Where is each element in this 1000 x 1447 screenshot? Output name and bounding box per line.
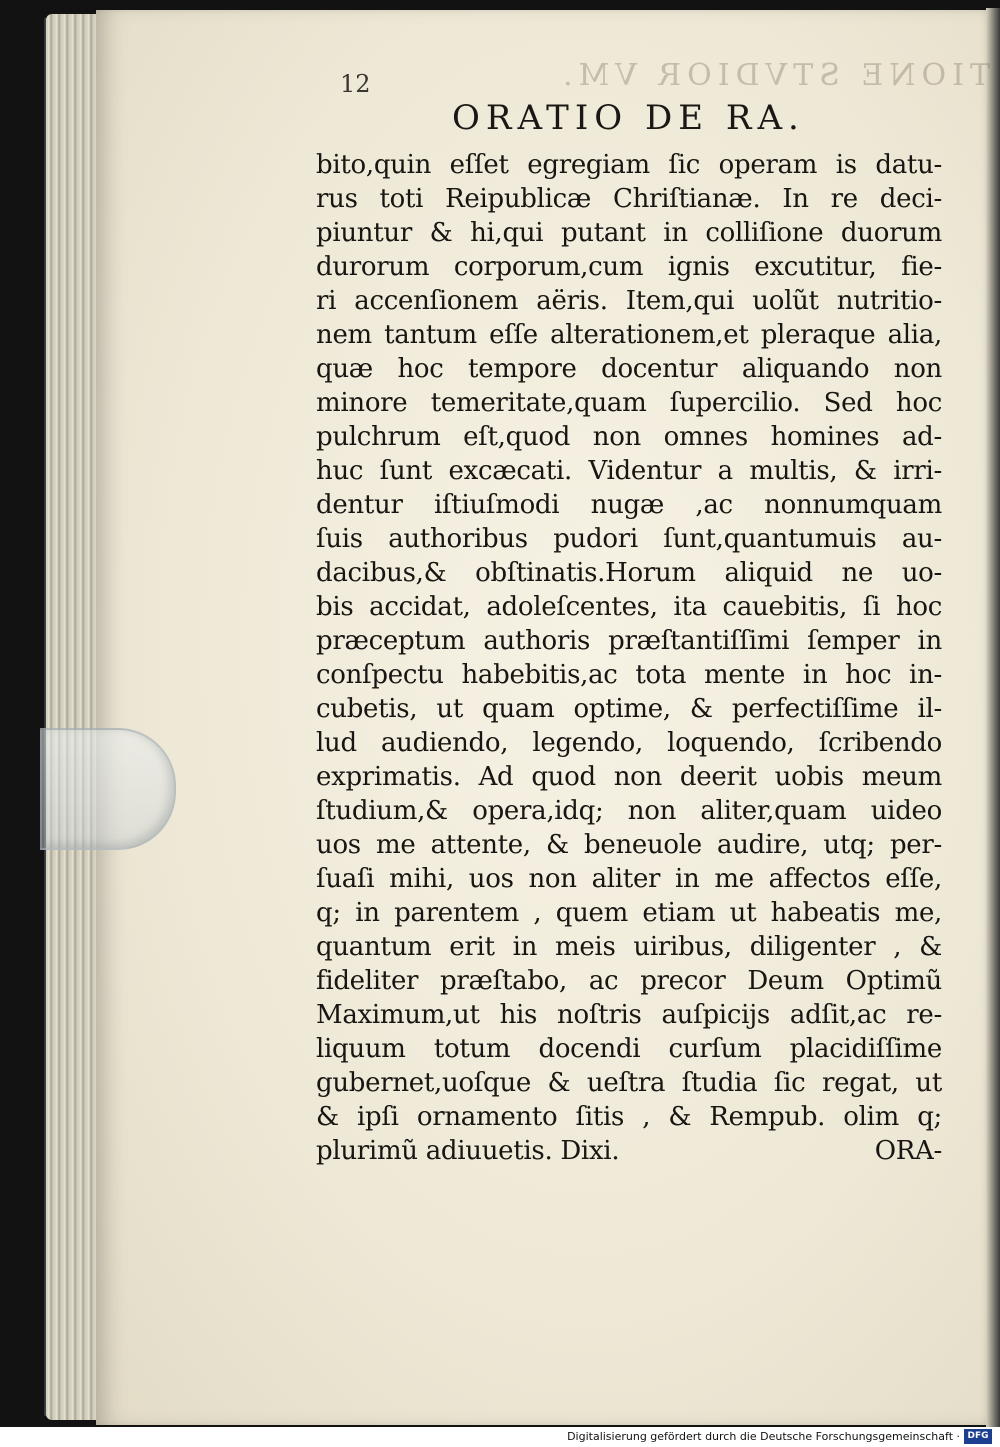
text-line: ſuis authoribus pudori ſunt,quantumuis au- — [316, 524, 942, 554]
text-line: rus toti Reipublicæ Chriſtianæ. In re deci- — [316, 184, 942, 214]
text-line: conſpectu habebitis,ac tota mente in hoc in- — [316, 660, 942, 690]
text-line: bito,quin eſſet egregiam ſic operam is datu- — [316, 150, 942, 180]
text-line: uos me attente, & beneuole audire, utq; per- — [316, 830, 942, 860]
text-line: & ipſi ornamento ſitis , & Rempub. olim q; — [316, 1102, 942, 1132]
text-line: piuntur & hi,qui putant in colliſione duorum — [316, 218, 942, 248]
text-line: liquum totum docendi curſum placidiſſime — [316, 1034, 942, 1064]
text-line: ſuaſi mihi, uos non aliter in me affectos eſſe, — [316, 864, 942, 894]
catchword: ORA- — [874, 1136, 942, 1166]
text-line: bis accidat, adoleſcentes, ita cauebitis, ſi hoc — [316, 592, 942, 622]
footer-credit: Digitalisierung gefördert durch die Deutsche Forschungsgemeinschaft · — [567, 1430, 960, 1443]
showthrough-text: TIONE STVDIOR VM. — [557, 58, 990, 93]
text-line: gubernet,uoſque & ueſtra ſtudia ſic regat, ut — [316, 1068, 942, 1098]
text-line-last — [316, 1134, 942, 1168]
text-line: exprimatis. Ad quod non deerit uobis meum — [316, 762, 942, 792]
text-line: fideliter præſtabo, ac precor Deum Optimũ — [316, 966, 942, 996]
page-clip — [40, 728, 176, 850]
text-line: cubetis, ut quam optime, & perfectiſſime il- — [316, 694, 942, 724]
text-line: pulchrum eſt,quod non omnes homines ad- — [316, 422, 942, 452]
text-line: quæ hoc tempore docentur aliquando non — [316, 354, 942, 384]
dfg-logo: DFG — [964, 1429, 992, 1444]
running-head: ORATIO DE RA. — [452, 98, 805, 138]
text-line: durorum corporum,cum ignis excutitur, fie- — [316, 252, 942, 282]
text-line: præceptum authoris præſtantiſſimi ſemper in — [316, 626, 942, 656]
text-line: Maximum,ut his noſtris auſpicijs adſit,ac re- — [316, 1000, 942, 1030]
body-text — [316, 148, 942, 1168]
text-line: ri accenſionem aëris. Item,qui uolũt nutritio- — [316, 286, 942, 316]
text-line: huc ſunt excæcati. Videntur a multis, & irri- — [316, 456, 942, 486]
text-line: nem tantum eſſe alterationem,et pleraque alia, — [316, 320, 942, 350]
text-line: minore temeritate,quam ſupercilio. Sed hoc — [316, 388, 942, 418]
footer-bar — [0, 1427, 1000, 1447]
text-line: quantum erit in meis uiribus, diligenter , & — [316, 932, 942, 962]
text-line: ſtudium,& opera,idq; non aliter,quam uideo — [316, 796, 942, 826]
folio-number: 12 — [340, 70, 371, 98]
text-line: lud audiendo, legendo, loquendo, ſcribendo — [316, 728, 942, 758]
text-line: q; in parentem , quem etiam ut habeatis me, — [316, 898, 942, 928]
closing-line: plurimũ adiuuetis. Dixi. — [316, 1136, 620, 1166]
text-line: dacibus,& obſtinatis.Horum aliquid ne uo- — [316, 558, 942, 588]
text-line: dentur iſtiuſmodi nugæ ,ac nonnumquam — [316, 490, 942, 520]
page-right-edge — [986, 8, 1000, 1427]
